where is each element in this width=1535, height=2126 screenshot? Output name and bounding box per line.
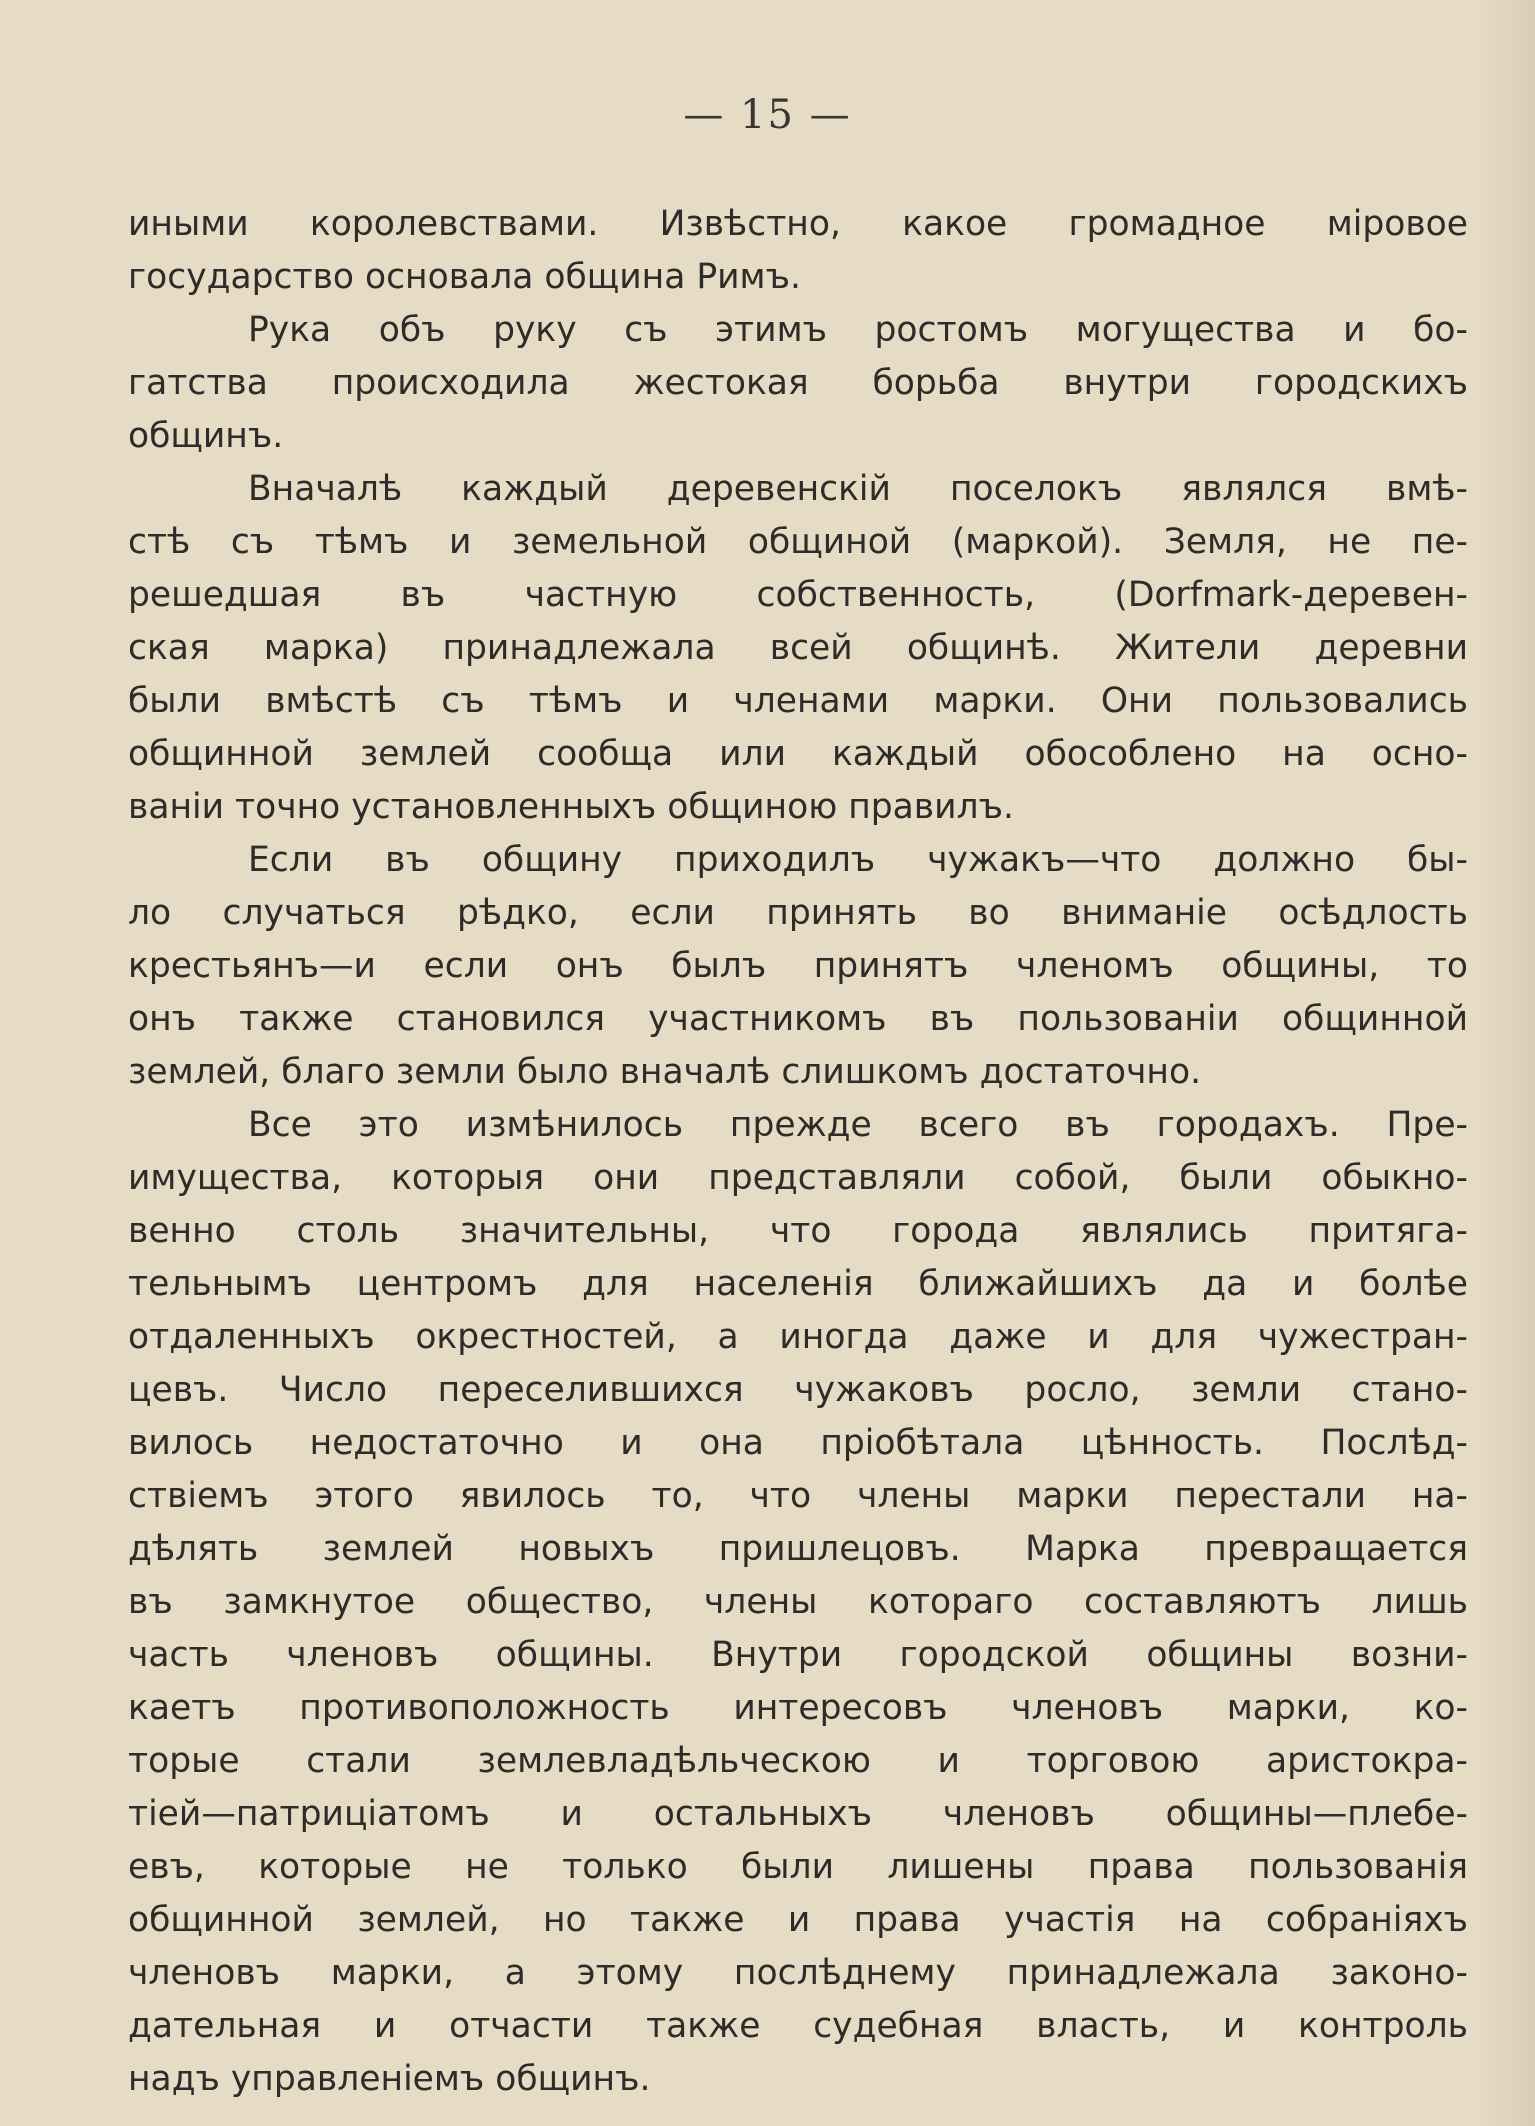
text-line: венно столь значительны, что города являлись притяга- bbox=[128, 1211, 1468, 1251]
text-line: ваніи точно установленныхъ общиною правилъ. bbox=[128, 787, 1014, 827]
paragraph bbox=[128, 198, 1468, 304]
text-line: онъ также становился участникомъ въ пользованіи общинной bbox=[128, 999, 1468, 1039]
paragraph bbox=[128, 304, 1468, 463]
paragraph bbox=[128, 463, 1468, 834]
paragraph bbox=[128, 834, 1468, 1099]
text-line: членовъ марки, а этому послѣднему принадлежала законо- bbox=[128, 1953, 1468, 1993]
text-line: Если въ общину приходилъ чужакъ—что должно бы- bbox=[248, 840, 1468, 880]
page-number: — 15 — bbox=[683, 92, 852, 138]
text-line: были вмѣстѣ съ тѣмъ и членами марки. Они пользовались bbox=[128, 681, 1468, 721]
text-line: общинной землей сообща или каждый обособлено на осно- bbox=[128, 734, 1468, 774]
text-line: дѣлять землей новыхъ пришлецовъ. Марка превращается bbox=[128, 1529, 1468, 1569]
text-line: ская марка) принадлежала всей общинѣ. Жители деревни bbox=[128, 628, 1468, 668]
text-line: Рука объ руку съ этимъ ростомъ могущества и бо- bbox=[248, 310, 1468, 350]
text-line: ло случаться рѣдко, если принять во вниманіе осѣдлость bbox=[128, 893, 1468, 933]
text-line: решедшая въ частную собственность, (Dorfmark-деревен- bbox=[128, 575, 1468, 615]
text-line: надъ управленіемъ общинъ. bbox=[128, 2059, 651, 2099]
text-line: Вначалѣ каждый деревенскій поселокъ являлся вмѣ- bbox=[248, 469, 1468, 509]
text-line: иными королевствами. Извѣстно, какое громадное міровое bbox=[128, 204, 1468, 244]
text-line: крестьянъ—и если онъ былъ принятъ членомъ общины, то bbox=[128, 946, 1468, 986]
text-line: отдаленныхъ окрестностей, а иногда даже и для чужестран- bbox=[128, 1317, 1468, 1357]
text-line: торые стали землевладѣльческою и торговою аристокра- bbox=[128, 1741, 1468, 1781]
text-line: общинной землей, но также и права участія на собраніяхъ bbox=[128, 1900, 1468, 1940]
text-line: вилось недостаточно и она пріобѣтала цѣнность. Послѣд- bbox=[128, 1423, 1468, 1463]
text-line: часть членовъ общины. Внутри городской общины возни- bbox=[128, 1635, 1468, 1675]
text-line: ствіемъ этого явилось то, что члены марки перестали на- bbox=[128, 1476, 1468, 1516]
text-line: имущества, которыя они представляли собой, были обыкно- bbox=[128, 1158, 1468, 1198]
text-line: землей, благо земли было вначалѣ слишкомъ достаточно. bbox=[128, 1052, 1202, 1092]
text-line: тіей—патриціатомъ и остальныхъ членовъ общины—плебе- bbox=[128, 1794, 1468, 1834]
text-line: общинъ. bbox=[128, 416, 284, 456]
text-line: гатства происходила жестокая борьба внутри городскихъ bbox=[128, 363, 1468, 403]
text-line: въ замкнутое общество, члены котораго составляютъ лишь bbox=[128, 1582, 1468, 1622]
text-line: каетъ противоположность интересовъ членовъ марки, ко- bbox=[128, 1688, 1468, 1728]
text-line: дательная и отчасти также судебная власть, и контроль bbox=[128, 2006, 1468, 2046]
body-text bbox=[128, 198, 1468, 2106]
text-line: Все это измѣнилось прежде всего въ городахъ. Пре- bbox=[248, 1105, 1468, 1145]
text-line: евъ, которые не только были лишены права пользованія bbox=[128, 1847, 1468, 1887]
text-line: цевъ. Число переселившихся чужаковъ росло, земли стано- bbox=[128, 1370, 1468, 1410]
text-line: тельнымъ центромъ для населенія ближайшихъ да и болѣе bbox=[128, 1264, 1468, 1304]
text-line: государство основала община Римъ. bbox=[128, 257, 801, 297]
page-edge-shadow bbox=[1475, 0, 1535, 2126]
paragraph bbox=[128, 1099, 1468, 2106]
text-line: стѣ съ тѣмъ и земельной общиной (маркой). Земля, не пе- bbox=[128, 522, 1468, 562]
